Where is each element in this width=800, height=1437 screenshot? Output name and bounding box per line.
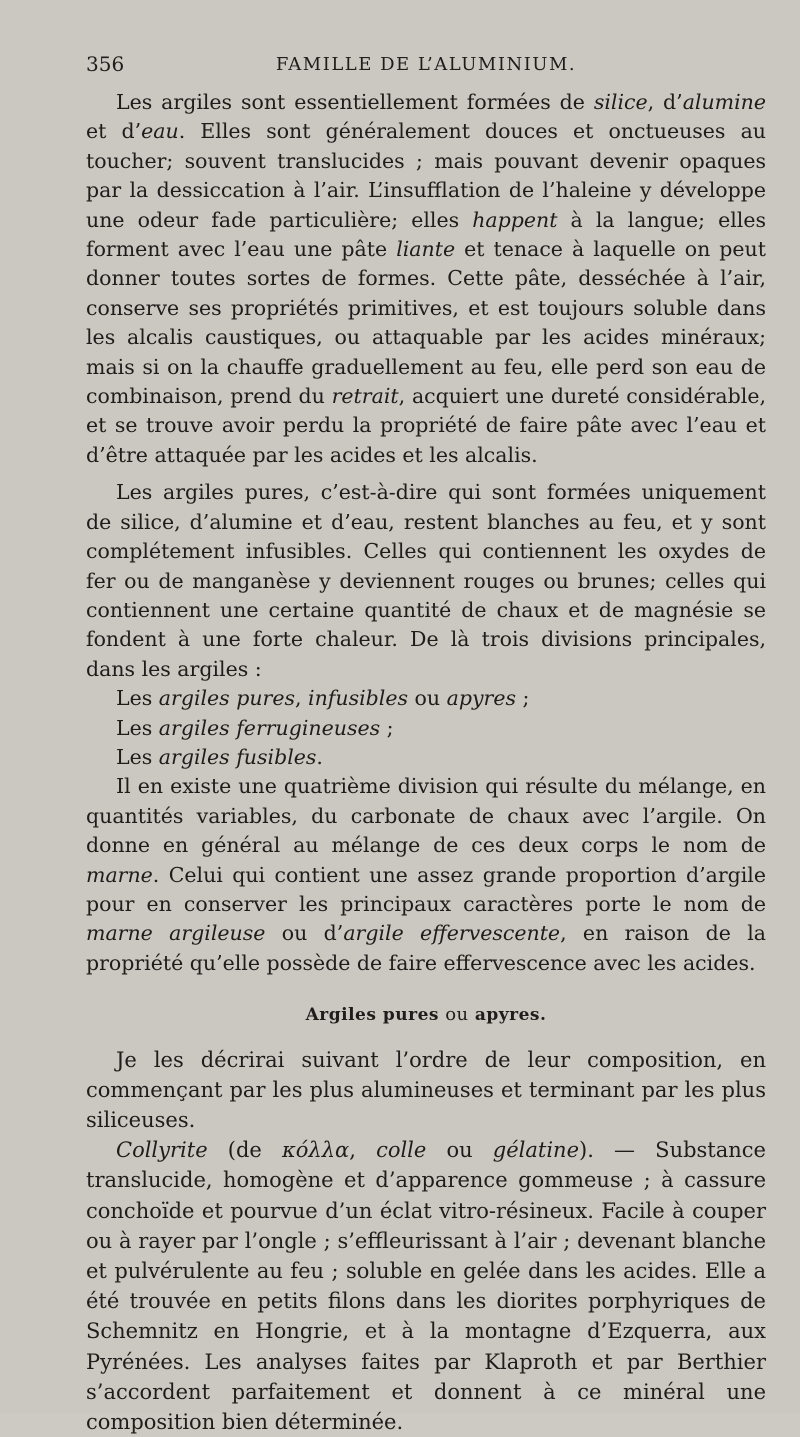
greek-word: κόλλα [282,1138,350,1163]
text: ou [426,1138,493,1163]
text: ; [515,686,530,711]
italic-term: alumine [682,90,766,114]
running-head: FAMILLE DE L’ALUMINIUM. [275,54,577,75]
italic-term: happent [472,207,558,232]
text: et d’ [86,119,142,144]
text: Les [116,686,159,711]
text: Il en existe une quatrième division qui résulte du mélange, en quantités variables, du carbonate de chaux avec l’argile. On donne en général au mélange de ces deux corps le nom de [86,774,766,858]
text: . Elles sont généralement douces et onctueuses au toucher; souvent translucides ; mais pouvant devenir opaques par la dessiccation à l’air. L’insufflation de l’haleine y développe une odeur fade particulière; elles [86,119,766,232]
page-number: 356 [86,52,125,76]
italic-term: retrait [331,384,399,409]
lower-text [86,1045,766,1437]
text: , [295,686,309,711]
text: ou d’ [265,921,344,946]
heading-text: apyres. [474,1005,547,1026]
italic-term: marne argileuse [86,921,266,946]
text: et tenace à laquelle on peut donner toutes sortes de formes. Cette pâte, desséchée à l’air, conserve ses propriétés primitives, et est toujours soluble dans les alcalis caustiques, ou attaquable par les acides minéraux; mais si on la chauffe graduellement au feu, elle perd son eau de combinaison, prend du [86,237,766,409]
paragraph-collyrite [86,1135,766,1437]
italic-term: argiles ferrugineuses [158,715,381,740]
text: Les [116,715,159,740]
paragraph-marne [86,772,766,978]
text: , acquiert une dureté considérable, et se trouve avoir perdu la propriété de faire pâte avec l’eau et d’être attaquée par les acides et les alcalis. [86,384,766,467]
heading-text: ou [438,1004,475,1026]
text: Les argiles sont essentiellement formées de [116,90,594,114]
text: (de [207,1138,283,1163]
text: , [349,1138,377,1163]
text: Les [116,744,159,769]
paragraph-ordre: Je les décrirai suivant l’ordre de leur composition, en commençant par les plus alumineuses et terminant par les plus siliceuses. [86,1047,766,1132]
paragraph-argiles-pures: Les argiles pures, c’est-à-dire qui sont formées uniquement de silice, d’alumine et d’eau, restent blanches au feu, et y sont complétement infusibles. Celles qui contiennent les oxydes de fer ou de manganèse y deviennent rouges ou brunes; celles qui contiennent une certaine quantité de chaux et de magnésie se fondent à une forte chaleur. De là trois divisions principales, dans les argiles : [86,480,766,681]
italic-term: silice [593,90,648,114]
italic-term: infusibles [308,686,409,711]
paragraph-argiles-composition [86,88,766,470]
text: . Celui qui contient une assez grande proportion d’argile pour en conserver les principaux caractères porte le nom de [86,862,766,916]
list-item [86,743,766,772]
text: ou [408,686,447,711]
text: . [316,744,323,769]
italic-term: argiles fusibles [158,744,317,769]
italic-term: gélatine [492,1138,580,1163]
italic-term: colle [376,1138,427,1163]
italic-term: argiles pures [158,686,295,711]
list-item [86,684,766,713]
upper-text [86,88,766,1437]
text: ; [380,715,394,740]
list-item [86,714,766,743]
section-heading [86,1000,766,1030]
italic-term: marne [86,862,153,887]
italic-term: Collyrite [116,1138,208,1163]
italic-term: apyres [446,686,516,711]
text: ). — Substance translucide, homogène et d’apparence gommeuse ; à cassure conchoïde et pourvue d’un éclat vitro-résineux. Facile à couper ou à rayer par l’ongle ; s’effleurissant à l’air ; devenant blanche et pulvérulente au feu ; soluble en gelée dans les acides. Elle a été trouvée en petits filons dans les diorites porphyriques de Schemnitz en Hongrie, et à la montagne d’Ezquerra, aux Pyrénées. Les analyses faites par Klaproth et par Berthier s’accordent parfaitement et donnent à ce minéral une composition bien déterminée. [86,1138,766,1435]
text: , d’ [647,90,683,114]
italic-term: liante [396,237,456,262]
text: à la langue; elles forment avec l’eau une pâte [86,207,767,262]
text: , en raison de la propriété qu’elle possède de faire effervescence avec les acides. [86,921,767,975]
page-header [86,52,766,82]
italic-term: argile effervescente [343,921,561,946]
heading-text: Argiles pures [305,1005,439,1026]
italic-term: eau [141,119,179,144]
